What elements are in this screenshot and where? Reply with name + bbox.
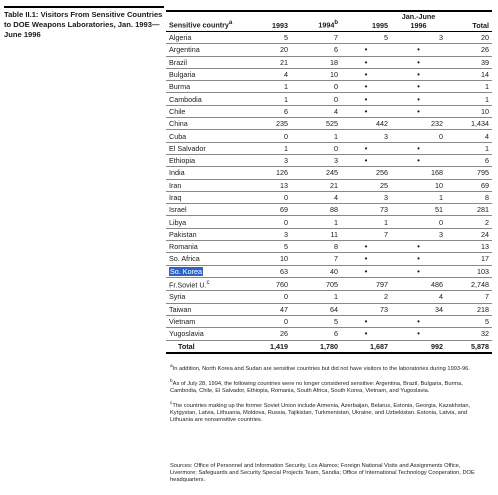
cell-v1996: •: [391, 44, 446, 56]
table-title-text: Table II.1: Visitors From Sensitive Countries to DOE Weapons Laboratories, Jan. 1993—June 1996: [4, 10, 163, 39]
cell-v1994: 18: [291, 56, 341, 68]
cell-v1995: 1: [341, 216, 391, 228]
header-1995: 1995: [341, 13, 391, 32]
total-1996: 992: [391, 340, 446, 353]
cell-v1996: 10: [391, 179, 446, 191]
cell-v1996: 232: [391, 118, 446, 130]
cell-v1995: 2: [341, 291, 391, 303]
table-row: [166, 81, 492, 93]
header-1994: 1994$^b$: [291, 13, 341, 32]
cell-v1995: 73: [341, 204, 391, 216]
cell-v1996: •: [391, 56, 446, 68]
cell-total: 4: [446, 130, 492, 142]
cell-country: El Salvador: [166, 142, 241, 154]
header-country: Sensitive country$^a$: [166, 13, 241, 32]
cell-total: 7: [446, 291, 492, 303]
table-row: [166, 130, 492, 142]
table-row: [166, 154, 492, 166]
cell-v1995: 5: [341, 32, 391, 44]
cell-total: 1: [446, 142, 492, 154]
cell-v1996: 34: [391, 303, 446, 315]
cell-v1996: •: [391, 253, 446, 265]
cell-v1993: 3: [241, 154, 291, 166]
cell-country: Chile: [166, 105, 241, 117]
cell-v1996: •: [391, 142, 446, 154]
cell-v1994: 525: [291, 118, 341, 130]
cell-v1995: 3: [341, 191, 391, 203]
cell-v1995: 442: [341, 118, 391, 130]
table-top-rule: [166, 10, 492, 12]
cell-v1993: 0: [241, 216, 291, 228]
cell-v1995: 256: [341, 167, 391, 179]
cell-v1995: 25: [341, 179, 391, 191]
cell-country: Yugoslavia: [166, 328, 241, 340]
table-row: [166, 32, 492, 44]
cell-total: 8: [446, 191, 492, 203]
cell-country: Cambodia: [166, 93, 241, 105]
cell-v1996: 1: [391, 191, 446, 203]
total-label: Total: [166, 340, 241, 353]
cell-v1996: •: [391, 154, 446, 166]
cell-v1993: 4: [241, 68, 291, 80]
cell-country: So. Africa: [166, 253, 241, 265]
visitors-table: [166, 13, 492, 354]
header-total: Total: [446, 13, 492, 32]
cell-total: 24: [446, 228, 492, 240]
table-row: [166, 105, 492, 117]
cell-country: Iran: [166, 179, 241, 191]
cell-v1993: 1: [241, 93, 291, 105]
cell-total: 10: [446, 105, 492, 117]
cell-total: 14: [446, 68, 492, 80]
cell-v1994: 6: [291, 328, 341, 340]
footnote-marker-a: a: [228, 20, 233, 27]
table-row: [166, 179, 492, 191]
header-1993: 1993: [241, 13, 291, 32]
cell-v1993: 0: [241, 291, 291, 303]
cell-v1996: 486: [391, 277, 446, 290]
cell-total: 1,434: [446, 118, 492, 130]
cell-v1995: •: [341, 328, 391, 340]
cell-v1995: 3: [341, 130, 391, 142]
title-rule: [4, 6, 164, 8]
total-all: 5,878: [446, 340, 492, 353]
cell-v1993: 6: [241, 105, 291, 117]
table-row: [166, 315, 492, 327]
total-1995: 1,687: [341, 340, 391, 353]
cell-total: 2: [446, 216, 492, 228]
cell-v1993: 235: [241, 118, 291, 130]
footnote-c: $^c$The countries making up the former Soviet Union include Armenia, Azerbaijan, Belarus, Estonia, Georgia, Kazakhstan, Kyrgystan, Latvia, Lithuania, Moldova, Russia, Tajikistan, Turkmenistan, Ukraine, and Uzbekistan. Estonia, Latvia, and Lithuania are nonsensitive countries.: [170, 400, 471, 423]
cell-v1995: •: [341, 315, 391, 327]
cell-total: 20: [446, 32, 492, 44]
cell-v1994: 1: [291, 291, 341, 303]
cell-v1994: 64: [291, 303, 341, 315]
cell-v1996: 0: [391, 130, 446, 142]
cell-v1994: 705: [291, 277, 341, 290]
cell-v1993: 0: [241, 130, 291, 142]
cell-v1993: 5: [241, 241, 291, 253]
table-row: [166, 191, 492, 203]
cell-v1995: •: [341, 56, 391, 68]
cell-country: Israel: [166, 204, 241, 216]
cell-v1994: 11: [291, 228, 341, 240]
cell-v1996: •: [391, 315, 446, 327]
cell-v1993: 47: [241, 303, 291, 315]
cell-total: 281: [446, 204, 492, 216]
footnotes: [170, 363, 486, 429]
footnote-marker-b: b: [334, 20, 338, 27]
cell-v1996: •: [391, 105, 446, 117]
cell-v1993: 1: [241, 142, 291, 154]
cell-v1993: 69: [241, 204, 291, 216]
total-1993: 1,419: [241, 340, 291, 353]
cell-total: 32: [446, 328, 492, 340]
cell-v1994: 21: [291, 179, 341, 191]
cell-v1993: 760: [241, 277, 291, 290]
cell-v1994: 10: [291, 68, 341, 80]
cell-total: 17: [446, 253, 492, 265]
table-row: [166, 204, 492, 216]
table-row: [166, 241, 492, 253]
cell-v1994: 6: [291, 44, 341, 56]
cell-country: Burma: [166, 81, 241, 93]
cell-country: Taiwan: [166, 303, 241, 315]
cell-country: Argentina: [166, 44, 241, 56]
cell-v1995: 73: [341, 303, 391, 315]
cell-v1995: •: [341, 253, 391, 265]
table-row: [166, 228, 492, 240]
cell-country: Fr.Soviet U.$^c$: [166, 277, 241, 290]
cell-v1993: 10: [241, 253, 291, 265]
cell-country: China: [166, 118, 241, 130]
cell-v1994: 7: [291, 32, 341, 44]
sources-note: Sources: Office of Personnel and Information Security, Los Alamos; Foreign National Visits and Assignments Office, Livermore; Safeguards and Security Special Projects Team, Sandia; Office of International Technology Cooperation, DOE headquarters.: [170, 463, 475, 483]
cell-v1994: 0: [291, 142, 341, 154]
cell-country: Iraq: [166, 191, 241, 203]
table-row: [166, 44, 492, 56]
cell-total: 103: [446, 265, 492, 277]
cell-v1994: 5: [291, 315, 341, 327]
cell-v1996: 0: [391, 216, 446, 228]
cell-total: 218: [446, 303, 492, 315]
cell-total: 1: [446, 81, 492, 93]
table-row: [166, 303, 492, 315]
table-title: [4, 10, 164, 40]
cell-total: 13: [446, 241, 492, 253]
cell-total: 1: [446, 93, 492, 105]
cell-total: 5: [446, 315, 492, 327]
cell-v1993: 26: [241, 328, 291, 340]
cell-v1996: •: [391, 93, 446, 105]
cell-total: 6: [446, 154, 492, 166]
table-row: [166, 328, 492, 340]
cell-country: Cuba: [166, 130, 241, 142]
footnote-a: $^a$In addition, North Korea and Sudan are sensitive countries but did not have visitors to the laboratories during 1993-96.: [170, 364, 470, 372]
cell-country: Libya: [166, 216, 241, 228]
cell-v1995: 7: [341, 228, 391, 240]
table-total-row: [166, 340, 492, 353]
table-row: [166, 56, 492, 68]
cell-country: Brazil: [166, 56, 241, 68]
table-row: [166, 291, 492, 303]
table-row: [166, 68, 492, 80]
cell-v1994: 40: [291, 265, 341, 277]
cell-total: 39: [446, 56, 492, 68]
visitors-table-container: [166, 10, 492, 354]
cell-v1993: 0: [241, 315, 291, 327]
header-1996: Jan.-June 1996: [391, 13, 446, 32]
cell-v1995: •: [341, 68, 391, 80]
cell-v1996: 51: [391, 204, 446, 216]
cell-v1993: 3: [241, 228, 291, 240]
cell-total: 795: [446, 167, 492, 179]
cell-v1996: 168: [391, 167, 446, 179]
cell-v1993: 63: [241, 265, 291, 277]
cell-total: 26: [446, 44, 492, 56]
cell-v1996: 4: [391, 291, 446, 303]
cell-v1995: •: [341, 93, 391, 105]
cell-v1993: 0: [241, 191, 291, 203]
cell-v1994: 1: [291, 216, 341, 228]
cell-country: Pakistan: [166, 228, 241, 240]
cell-country: Vietnam: [166, 315, 241, 327]
cell-v1994: 8: [291, 241, 341, 253]
cell-v1996: •: [391, 81, 446, 93]
table-header-row: [166, 13, 492, 32]
table-row: [166, 142, 492, 154]
cell-v1995: •: [341, 142, 391, 154]
cell-v1995: •: [341, 105, 391, 117]
cell-v1996: 3: [391, 228, 446, 240]
cell-v1995: •: [341, 44, 391, 56]
cell-v1994: 0: [291, 93, 341, 105]
cell-v1995: •: [341, 241, 391, 253]
cell-country: India: [166, 167, 241, 179]
cell-v1995: •: [341, 154, 391, 166]
cell-v1996: •: [391, 265, 446, 277]
cell-v1994: 4: [291, 191, 341, 203]
table-row: [166, 265, 492, 277]
table-row: [166, 216, 492, 228]
cell-v1994: 1: [291, 130, 341, 142]
cell-v1996: •: [391, 241, 446, 253]
cell-country: Romania: [166, 241, 241, 253]
cell-v1993: 21: [241, 56, 291, 68]
cell-v1995: •: [341, 265, 391, 277]
cell-v1996: •: [391, 68, 446, 80]
cell-total: 69: [446, 179, 492, 191]
cell-v1993: 20: [241, 44, 291, 56]
total-1994: 1,780: [291, 340, 341, 353]
cell-v1994: 245: [291, 167, 341, 179]
cell-v1993: 5: [241, 32, 291, 44]
cell-country: Syria: [166, 291, 241, 303]
footnote-b: $^b$As of July 28, 1994, the following countries were no longer considered sensitive: Argentina, Brazil, Bulgaria, Burma, Cambodia, Chile, El Salvador, Ethiopia, Romania, South Africa, South Korea, Vietnam, and Yugoslavia.: [170, 378, 463, 394]
table-row: [166, 277, 492, 290]
footnote-marker-c: c: [206, 279, 210, 286]
cell-country: Ethiopia: [166, 154, 241, 166]
cell-v1996: 3: [391, 32, 446, 44]
cell-country: So. Korea: [166, 265, 241, 277]
table-row: [166, 118, 492, 130]
cell-v1994: 7: [291, 253, 341, 265]
cell-v1994: 4: [291, 105, 341, 117]
cell-v1994: 3: [291, 154, 341, 166]
table-row: [166, 167, 492, 179]
cell-v1994: 0: [291, 81, 341, 93]
cell-country: Bulgaria: [166, 68, 241, 80]
cell-total: 2,748: [446, 277, 492, 290]
cell-v1993: 13: [241, 179, 291, 191]
cell-v1995: 797: [341, 277, 391, 290]
cell-v1994: 88: [291, 204, 341, 216]
table-row: [166, 253, 492, 265]
cell-v1993: 1: [241, 81, 291, 93]
cell-country: Algeria: [166, 32, 241, 44]
cell-v1993: 126: [241, 167, 291, 179]
table-row: [166, 93, 492, 105]
cell-v1996: •: [391, 328, 446, 340]
cell-v1995: •: [341, 81, 391, 93]
